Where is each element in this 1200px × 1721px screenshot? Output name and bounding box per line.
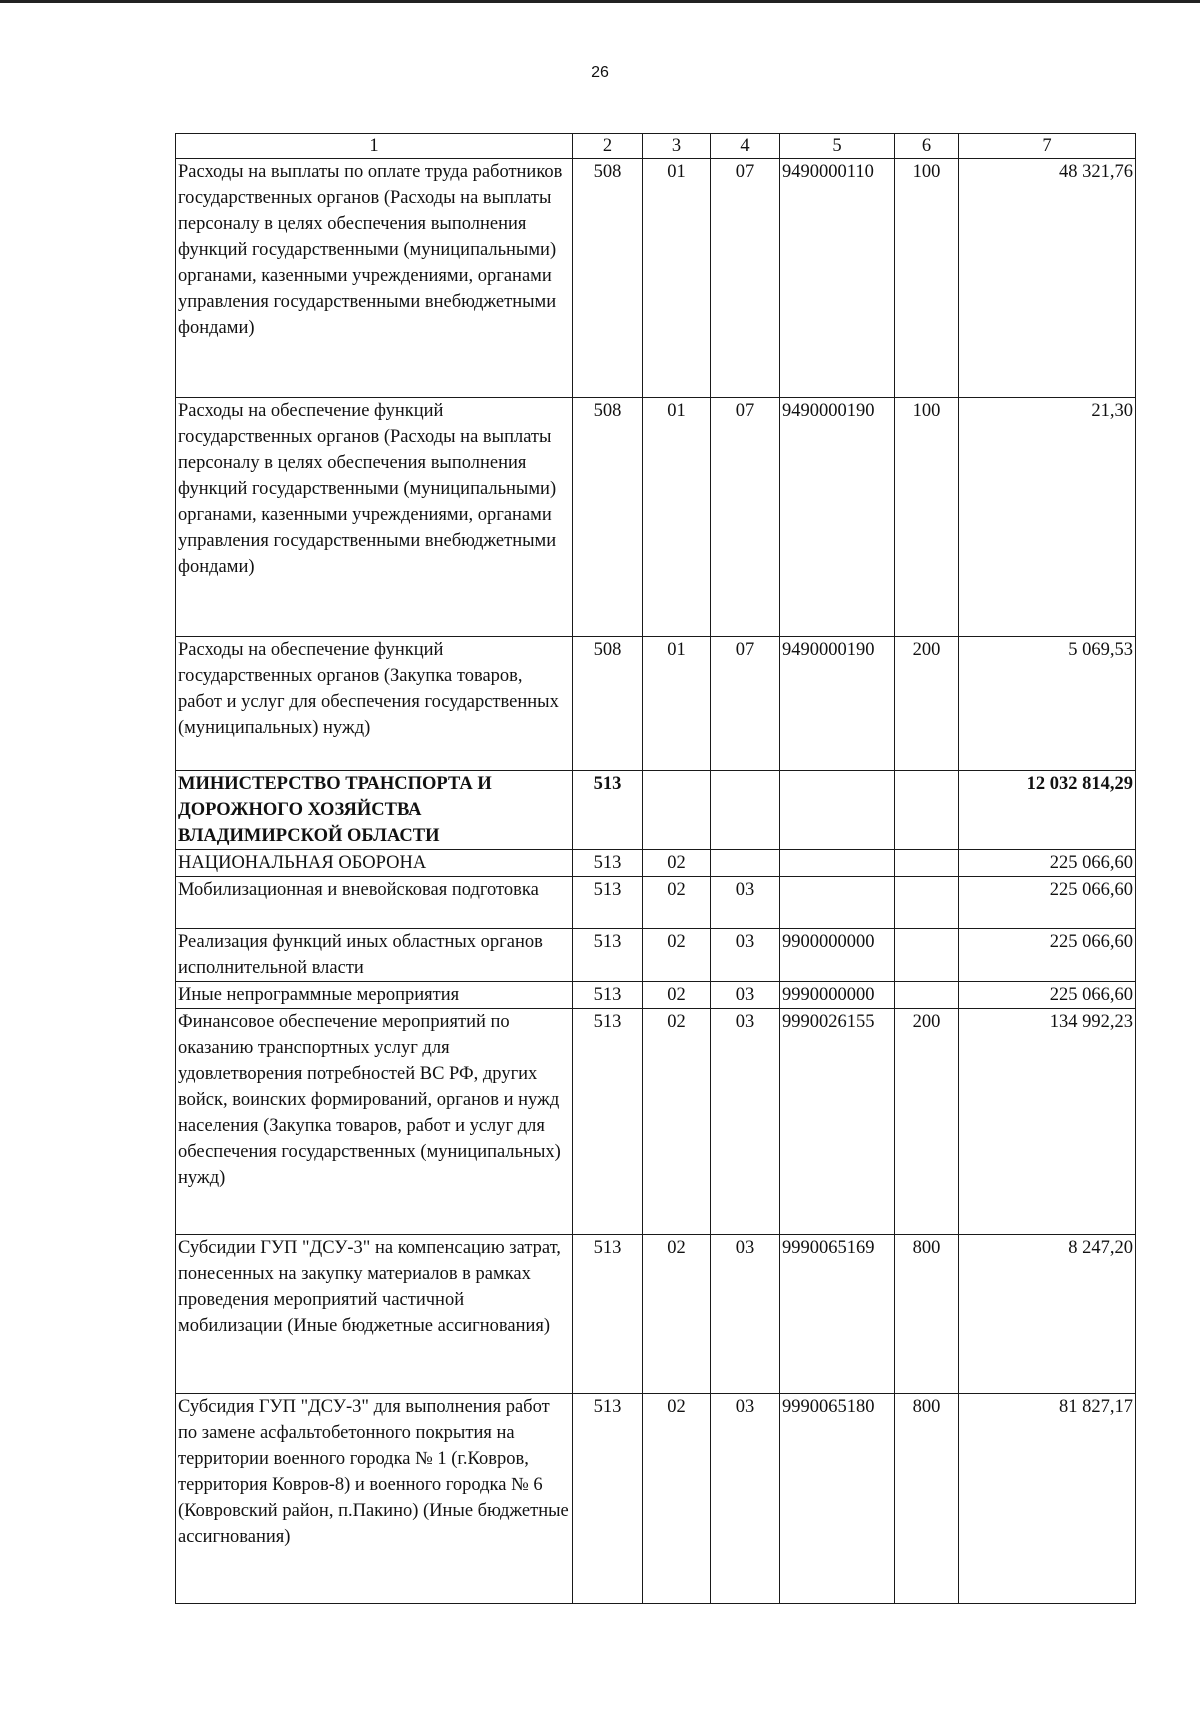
header-col-3: 3 <box>643 134 711 159</box>
page-number: 26 <box>591 64 609 81</box>
row-ved: 513 <box>573 771 643 850</box>
table-header-row <box>176 134 1136 159</box>
row-name: Расходы на обеспечение функций государственных органов (Расходы на выплаты персоналу в целях обеспечения выполнения функций государственными (муниципальными) органами, казенными учреждениями, органами управления государственными внебюджетными фондами) <box>176 398 573 637</box>
row-rz: 02 <box>643 850 711 877</box>
row-name: Иные непрограммные мероприятия <box>176 982 573 1009</box>
row-rz: 02 <box>643 1009 711 1235</box>
row-csr: 9990026155 <box>780 1009 895 1235</box>
table-row <box>176 1009 1136 1235</box>
row-csr: 9990065180 <box>780 1394 895 1604</box>
row-pr: 03 <box>711 1009 780 1235</box>
row-pr: 07 <box>711 637 780 771</box>
table-row <box>176 982 1136 1009</box>
row-name: Мобилизационная и вневойсковая подготовка <box>176 877 573 929</box>
row-rz: 02 <box>643 929 711 982</box>
row-vr: 100 <box>895 159 959 398</box>
table-row <box>176 637 1136 771</box>
row-sum: 81 827,17 <box>959 1394 1136 1604</box>
row-csr: 9490000110 <box>780 159 895 398</box>
row-ved: 508 <box>573 398 643 637</box>
row-csr: 9490000190 <box>780 398 895 637</box>
row-name: Финансовое обеспечение мероприятий по оказанию транспортных услуг для удовлетворения потребностей ВС РФ, других войск, воинских формирований, органов и нужд населения (Закупка товаров, работ и услуг для обеспечения государственных (муниципальных) нужд) <box>176 1009 573 1235</box>
row-ved: 513 <box>573 982 643 1009</box>
row-sum: 5 069,53 <box>959 637 1136 771</box>
row-sum: 225 066,60 <box>959 877 1136 929</box>
row-name: Расходы на обеспечение функций государственных органов (Закупка товаров, работ и услуг для обеспечения государственных (муниципальных) нужд) <box>176 637 573 771</box>
row-pr: 03 <box>711 929 780 982</box>
row-rz: 02 <box>643 877 711 929</box>
row-sum: 48 321,76 <box>959 159 1136 398</box>
budget-table <box>175 133 1136 1604</box>
row-pr <box>711 771 780 850</box>
table-row <box>176 850 1136 877</box>
row-ved: 513 <box>573 1235 643 1394</box>
row-name: Расходы на выплаты по оплате труда работников государственных органов (Расходы на выплаты персоналу в целях обеспечения выполнения функций государственными (муниципальными) органами, казенными учреждениями, органами управления государственными внебюджетными фондами) <box>176 159 573 398</box>
row-rz: 01 <box>643 159 711 398</box>
row-vr <box>895 982 959 1009</box>
table-row <box>176 877 1136 929</box>
header-col-7: 7 <box>959 134 1136 159</box>
row-ved: 508 <box>573 637 643 771</box>
row-sum: 225 066,60 <box>959 929 1136 982</box>
row-vr: 200 <box>895 1009 959 1235</box>
header-col-1: 1 <box>176 134 573 159</box>
row-vr <box>895 850 959 877</box>
row-vr: 800 <box>895 1394 959 1604</box>
header-col-2: 2 <box>573 134 643 159</box>
row-pr <box>711 850 780 877</box>
row-vr <box>895 771 959 850</box>
row-csr <box>780 771 895 850</box>
row-name: Субсидия ГУП "ДСУ-3" для выполнения работ по замене асфальтобетонного покрытия на территории военного городка № 1 (г.Ковров, территория Ковров-8) и военного городка № 6 (Ковровский район, п.Пакино) (Иные бюджетные ассигнования) <box>176 1394 573 1604</box>
row-csr: 9990065169 <box>780 1235 895 1394</box>
row-pr: 03 <box>711 982 780 1009</box>
row-ved: 513 <box>573 929 643 982</box>
table-row <box>176 398 1136 637</box>
row-rz: 01 <box>643 398 711 637</box>
table-row <box>176 1394 1136 1604</box>
row-ved: 513 <box>573 877 643 929</box>
row-sum: 134 992,23 <box>959 1009 1136 1235</box>
row-rz: 02 <box>643 1394 711 1604</box>
row-name: МИНИСТЕРСТВО ТРАНСПОРТА И ДОРОЖНОГО ХОЗЯЙСТВА ВЛАДИМИРСКОЙ ОБЛАСТИ <box>176 771 573 850</box>
table-row <box>176 929 1136 982</box>
row-rz: 01 <box>643 637 711 771</box>
row-sum: 225 066,60 <box>959 982 1136 1009</box>
row-ved: 513 <box>573 1394 643 1604</box>
header-col-4: 4 <box>711 134 780 159</box>
row-ved: 513 <box>573 850 643 877</box>
row-sum: 12 032 814,29 <box>959 771 1136 850</box>
row-name: Субсидии ГУП "ДСУ-3" на компенсацию затрат, понесенных на закупку материалов в рамках проведения мероприятий частичной мобилизации (Иные бюджетные ассигнования) <box>176 1235 573 1394</box>
row-vr <box>895 877 959 929</box>
row-pr: 03 <box>711 877 780 929</box>
row-rz: 02 <box>643 982 711 1009</box>
top-border-line <box>0 0 1200 3</box>
row-ved: 508 <box>573 159 643 398</box>
row-sum: 21,30 <box>959 398 1136 637</box>
row-rz: 02 <box>643 1235 711 1394</box>
row-pr: 03 <box>711 1394 780 1604</box>
row-sum: 225 066,60 <box>959 850 1136 877</box>
table-row <box>176 159 1136 398</box>
row-csr: 9490000190 <box>780 637 895 771</box>
row-csr: 9900000000 <box>780 929 895 982</box>
row-vr <box>895 929 959 982</box>
row-sum: 8 247,20 <box>959 1235 1136 1394</box>
row-csr <box>780 877 895 929</box>
row-vr: 200 <box>895 637 959 771</box>
row-name: Реализация функций иных областных органов исполнительной власти <box>176 929 573 982</box>
row-rz <box>643 771 711 850</box>
table-row-ministry <box>176 771 1136 850</box>
row-name: НАЦИОНАЛЬНАЯ ОБОРОНА <box>176 850 573 877</box>
row-pr: 07 <box>711 398 780 637</box>
header-col-6: 6 <box>895 134 959 159</box>
header-col-5: 5 <box>780 134 895 159</box>
row-ved: 513 <box>573 1009 643 1235</box>
row-csr: 9990000000 <box>780 982 895 1009</box>
row-vr: 100 <box>895 398 959 637</box>
row-vr: 800 <box>895 1235 959 1394</box>
row-pr: 03 <box>711 1235 780 1394</box>
row-pr: 07 <box>711 159 780 398</box>
row-csr <box>780 850 895 877</box>
table-row <box>176 1235 1136 1394</box>
